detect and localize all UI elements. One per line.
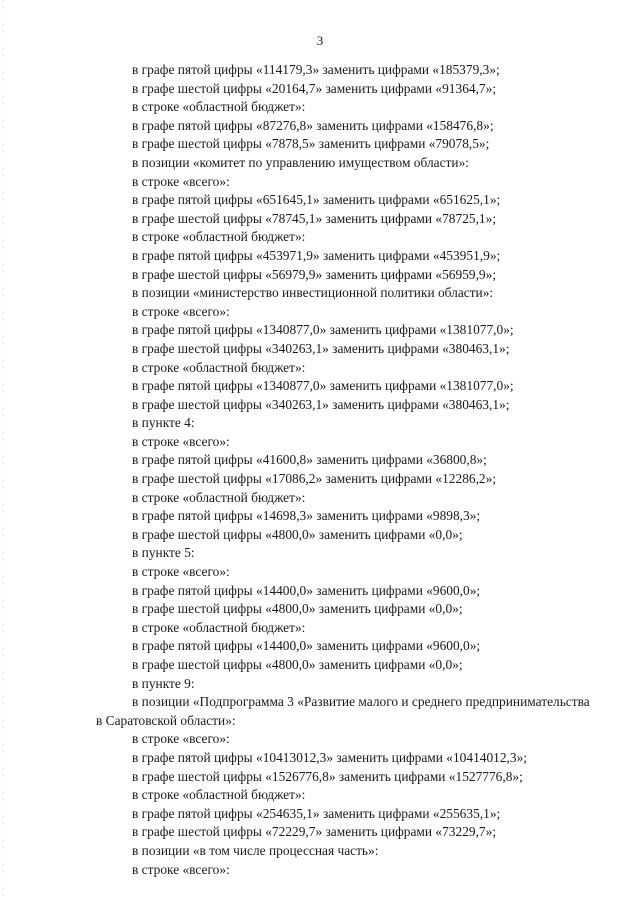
text-line: в строке «всего»: — [132, 564, 230, 580]
text-line: в графе шестой цифры «7878,5» заменить цифрами «79078,5»; — [132, 136, 490, 152]
text-line: в строке «областной бюджет»: — [132, 99, 306, 115]
text-line: в графе пятой цифры «453971,9» заменить цифрами «453951,9»; — [132, 247, 501, 263]
text-line: в графе пятой цифры «114179,3» заменить цифрами «185379,3»; — [132, 62, 500, 77]
text-line: в Саратовской области»: — [96, 712, 236, 728]
text-line: в позиции «комитет по управлению имуществом области»: — [132, 154, 469, 170]
text-line: в графе шестой цифры «78745,1» заменить цифрами «78725,1»; — [132, 210, 497, 226]
text-line: в графе пятой цифры «87276,8» заменить цифрами «158476,8»; — [132, 117, 494, 133]
text-line: в графе пятой цифры «14698,3» заменить цифрами «9898,3»; — [132, 508, 481, 524]
text-line: в графе шестой цифры «4800,0» заменить цифрами «0,0»; — [132, 657, 463, 672]
text-line: в строке «всего»: — [132, 731, 230, 747]
text-line: в строке «всего»: — [132, 303, 230, 319]
text-line: в графе шестой цифры «4800,0» заменить цифрами «0,0»; — [132, 601, 463, 617]
text-line: в строке «областной бюджет»: — [132, 787, 306, 803]
text-line: в строке «областной бюджет»: — [132, 229, 306, 245]
text-line: в графе шестой цифры «1526776,8» заменить цифрами «1527776,8»; — [132, 768, 523, 784]
text-line: в графе шестой цифры «72229,7» заменить цифрами «73229,7»; — [132, 824, 497, 840]
text-line: в строке «областной бюджет»: — [132, 619, 306, 635]
text-line: в позиции «министерство инвестиционной политики области»: — [132, 285, 494, 301]
text-line: в графе пятой цифры «1340877,0» заменить цифрами «1381077,0»; — [132, 322, 514, 338]
text-line: в позиции «Подпрограмма 3 «Развитие малого и среднего предпринимательства — [132, 694, 590, 710]
text-line: в строке «всего»: — [132, 433, 230, 449]
scan-edge — [2, 0, 3, 899]
text-line: в строке «областной бюджет»: — [132, 489, 306, 505]
text-line: в пункте 4: — [132, 415, 195, 431]
text-line: в пункте 9: — [132, 675, 195, 691]
text-line: в строке «всего»: — [132, 173, 230, 189]
text-line: в строке «областной бюджет»: — [132, 359, 306, 375]
text-line: в графе пятой цифры «1340877,0» заменить цифрами «1381077,0»; — [132, 378, 514, 394]
text-line: в графе пятой цифры «41600,8» заменить цифрами «36800,8»; — [132, 452, 487, 468]
text-line: в графе пятой цифры «651645,1» заменить цифрами «651625,1»; — [132, 192, 501, 208]
text-line: в строке «всего»: — [132, 861, 230, 877]
document-body — [96, 61, 616, 879]
text-line: в графе пятой цифры «14400,0» заменить цифрами «9600,0»; — [132, 638, 481, 654]
text-line: в графе шестой цифры «17086,2» заменить цифрами «12286,2»; — [132, 471, 497, 487]
text-line: в графе шестой цифры «56979,9» заменить цифрами «56959,9»; — [132, 266, 497, 282]
text-line: в позиции «в том числе процессная часть»: — [132, 842, 379, 858]
text-line: в графе шестой цифры «340263,1» заменить цифрами «380463,1»; — [132, 396, 510, 412]
text-line: в графе шестой цифры «340263,1» заменить цифрами «380463,1»; — [132, 340, 510, 356]
text-line: в графе шестой цифры «20164,7» заменить цифрами «91364,7»; — [132, 80, 497, 96]
page-number: 3 — [316, 33, 324, 48]
text-line: в графе шестой цифры «4800,0» заменить цифрами «0,0»; — [132, 526, 463, 542]
text-line: в графе пятой цифры «254635,1» заменить цифрами «255635,1»; — [132, 805, 501, 821]
text-line: в графе пятой цифры «10413012,3» заменить цифрами «10414012,3»; — [132, 749, 528, 765]
text-line: в пункте 5: — [132, 545, 195, 561]
text-line: в графе пятой цифры «14400,0» заменить цифрами «9600,0»; — [132, 582, 481, 598]
